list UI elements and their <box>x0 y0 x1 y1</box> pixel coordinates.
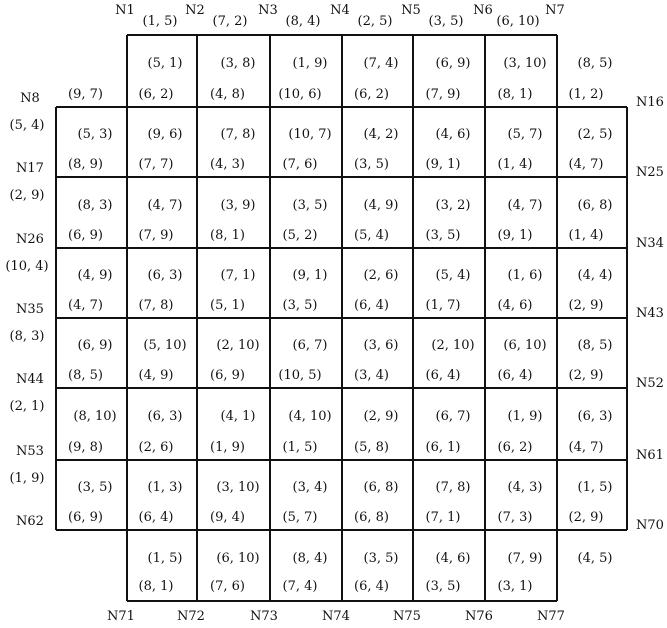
node-label: N52 <box>636 376 664 391</box>
edge-label: (1, 5) <box>577 480 613 495</box>
edge-label: (3, 5) <box>292 197 328 213</box>
node-label: N44 <box>16 372 44 387</box>
edge-label: (4, 10) <box>288 409 332 424</box>
edge-label: (4, 6) <box>435 550 471 566</box>
edge-label: (3, 8) <box>220 56 256 71</box>
edge-label: (8, 5) <box>577 338 613 353</box>
edge-label: (6, 2) <box>354 87 389 102</box>
node-label: N75 <box>393 609 421 624</box>
node-label: N74 <box>322 609 350 624</box>
edge-label: (8, 9) <box>68 157 103 172</box>
node-label: N76 <box>465 609 493 624</box>
edge-label: (9, 6) <box>147 127 183 142</box>
node-label: N70 <box>636 518 664 533</box>
edge-label: (7, 9) <box>507 550 543 566</box>
node-label: N7 <box>545 3 565 18</box>
edge-label: (3, 6) <box>363 338 399 353</box>
edge-label: (2, 6) <box>363 268 399 283</box>
node-value: (2, 5) <box>357 14 393 29</box>
edge-label: (6, 8) <box>577 197 613 213</box>
edge-label: (2, 9) <box>363 409 399 424</box>
edge-label: (9, 1) <box>425 157 461 172</box>
edge-label: (7, 3) <box>497 510 533 525</box>
edge-label: (5, 4) <box>435 268 471 283</box>
edge-label: (6, 4) <box>354 579 389 594</box>
edge-label: (3, 4) <box>292 480 328 495</box>
edge-label: (6, 9) <box>68 228 103 243</box>
node-label: N26 <box>16 232 44 247</box>
edge-label: (1, 4) <box>497 157 533 172</box>
node-label: N35 <box>16 302 44 317</box>
edge-label: (3, 5) <box>282 298 318 313</box>
edge-label: (7, 7) <box>138 157 174 172</box>
edge-label: (5, 4) <box>354 228 389 243</box>
node-label: N73 <box>250 609 278 624</box>
edge-label: (4, 7) <box>147 197 183 213</box>
edge-label: (4, 9) <box>363 197 399 213</box>
edge-label: (10, 7) <box>288 127 332 142</box>
edge-label: (4, 9) <box>138 368 174 383</box>
edge-label: (6, 4) <box>497 368 533 383</box>
edge-label: (5, 1) <box>210 298 245 313</box>
node-value: (7, 2) <box>212 14 248 29</box>
edge-label: (3, 5) <box>354 157 389 172</box>
edge-label: (4, 7) <box>507 197 543 213</box>
node-label: N17 <box>16 161 44 176</box>
edge-label: (7, 6) <box>210 579 245 594</box>
edge-label: (6, 9) <box>435 56 471 71</box>
edge-label: (7, 8) <box>138 298 174 313</box>
edge-label: (8, 1) <box>210 228 245 243</box>
node-value: (10, 4) <box>5 259 49 274</box>
edge-label: (7, 1) <box>220 268 256 283</box>
edge-label: (1, 3) <box>147 480 183 495</box>
edge-label: (10, 6) <box>278 87 322 102</box>
edge-label: (6, 4) <box>425 368 461 383</box>
edge-label: (3, 9) <box>220 197 256 213</box>
edge-label: (1, 2) <box>568 87 604 102</box>
edge-label: (5, 8) <box>354 440 389 455</box>
edge-label: (2, 9) <box>568 298 604 313</box>
node-value: (1, 5) <box>142 14 178 29</box>
edge-label: (8, 10) <box>73 409 117 424</box>
edge-label: (1, 4) <box>568 228 604 243</box>
edge-label: (1, 9) <box>210 440 245 455</box>
node-value: (8, 3) <box>9 329 45 344</box>
edge-label: (6, 3) <box>147 409 183 424</box>
edge-label: (5, 7) <box>282 510 318 525</box>
edge-label: (4, 5) <box>577 550 613 566</box>
node-value: (2, 1) <box>9 399 45 414</box>
node-label: N3 <box>258 3 278 18</box>
edge-label: (7, 8) <box>435 480 471 495</box>
edge-label: (6, 4) <box>354 298 389 313</box>
edge-label: (4, 1) <box>220 409 256 424</box>
edge-label: (5, 10) <box>143 338 187 353</box>
edge-label: (6, 2) <box>138 87 174 102</box>
edge-label: (1, 7) <box>425 298 461 313</box>
edge-label: (6, 3) <box>577 409 613 424</box>
edge-label: (4, 4) <box>577 268 613 283</box>
edge-label: (3, 5) <box>77 480 113 495</box>
edge-label: (9, 1) <box>497 228 533 243</box>
node-label: N53 <box>16 444 44 459</box>
edge-label: (1, 5) <box>282 440 318 455</box>
edge-label: (8, 5) <box>68 368 103 383</box>
edge-label: (4, 7) <box>568 157 604 172</box>
node-label: N77 <box>537 609 565 624</box>
edge-label: (9, 8) <box>68 440 103 455</box>
edge-label: (6, 8) <box>354 510 389 525</box>
node-label: N8 <box>20 91 40 106</box>
edge-label: (7, 4) <box>282 579 318 594</box>
node-label: N71 <box>107 609 135 624</box>
node-value: (6, 10) <box>496 14 540 29</box>
node-value: (3, 5) <box>428 14 464 29</box>
edge-label: (3, 10) <box>216 480 260 495</box>
edge-label: (3, 5) <box>363 550 399 566</box>
edge-label: (7, 9) <box>425 87 461 102</box>
edge-label: (3, 2) <box>435 197 471 213</box>
node-value: (2, 9) <box>9 188 45 203</box>
node-label: N5 <box>401 3 421 18</box>
edge-label: (9, 7) <box>68 87 103 102</box>
edge-label: (6, 10) <box>503 338 547 353</box>
edge-label: (4, 7) <box>68 298 103 313</box>
edge-label: (6, 7) <box>435 409 471 424</box>
edge-label: (2, 5) <box>577 127 613 142</box>
node-label: N62 <box>16 514 44 529</box>
edge-label: (9, 1) <box>292 268 328 283</box>
edge-label: (6, 9) <box>210 368 245 383</box>
node-label: N16 <box>636 95 664 110</box>
edge-label: (6, 3) <box>147 268 183 283</box>
edge-label: (1, 6) <box>507 268 543 283</box>
edge-label: (7, 1) <box>425 510 461 525</box>
node-label: N2 <box>185 3 205 18</box>
node-label: N72 <box>177 609 205 624</box>
edge-label: (8, 4) <box>292 550 328 566</box>
edge-label: (4, 6) <box>435 127 471 142</box>
edge-label: (2, 10) <box>431 338 475 353</box>
edge-label: (2, 9) <box>568 368 604 383</box>
node-label: N1 <box>115 3 135 18</box>
edge-label: (6, 9) <box>77 338 113 353</box>
edge-label: (6, 4) <box>138 510 174 525</box>
node-label: N43 <box>636 306 664 321</box>
edge-label: (9, 4) <box>210 510 245 525</box>
edge-label: (6, 9) <box>68 510 103 525</box>
edge-label: (2, 9) <box>568 510 604 525</box>
edge-label: (6, 7) <box>292 338 328 353</box>
edge-label: (3, 10) <box>503 56 547 71</box>
edge-label: (4, 6) <box>497 298 533 313</box>
edge-label: (7, 8) <box>220 127 256 142</box>
edge-label: (1, 5) <box>147 550 183 566</box>
edge-label: (7, 4) <box>363 56 399 71</box>
edge-label: (6, 10) <box>216 550 260 566</box>
node-value: (5, 4) <box>9 118 45 133</box>
edge-label: (2, 10) <box>216 338 260 353</box>
edge-label: (5, 3) <box>77 127 113 142</box>
edge-label: (5, 7) <box>507 127 543 142</box>
edge-label: (5, 2) <box>282 228 318 243</box>
node-label: N34 <box>636 236 664 251</box>
node-label: N25 <box>636 165 664 180</box>
edge-label: (6, 8) <box>363 480 399 495</box>
edge-label: (3, 1) <box>497 579 533 594</box>
edge-label: (5, 1) <box>147 56 183 71</box>
edge-label: (1, 9) <box>292 56 328 71</box>
edge-label: (3, 5) <box>425 228 461 243</box>
edge-label: (3, 5) <box>425 579 461 594</box>
edge-label: (4, 2) <box>363 127 399 142</box>
node-value: (1, 9) <box>9 471 45 486</box>
edge-label: (7, 9) <box>138 228 174 243</box>
node-label: N61 <box>636 448 664 463</box>
node-value: (8, 4) <box>285 14 321 29</box>
edge-label: (8, 1) <box>497 87 533 102</box>
edge-label: (7, 6) <box>282 157 318 172</box>
edge-label: (4, 3) <box>210 157 245 172</box>
edge-label: (2, 6) <box>138 440 174 455</box>
node-label: N4 <box>330 3 350 18</box>
edge-label: (8, 1) <box>138 579 174 594</box>
edge-label: (3, 4) <box>354 368 389 383</box>
node-label: N6 <box>473 3 493 18</box>
edge-label: (10, 5) <box>278 368 322 383</box>
edge-label: (4, 9) <box>77 268 113 283</box>
edge-label: (1, 9) <box>507 409 543 424</box>
edge-label: (6, 1) <box>425 440 461 455</box>
edge-label: (4, 7) <box>568 440 604 455</box>
edge-label: (6, 2) <box>497 440 533 455</box>
edge-label: (4, 8) <box>210 87 245 102</box>
edge-label: (8, 3) <box>77 197 113 213</box>
edge-label: (8, 5) <box>577 56 613 71</box>
edge-label: (4, 3) <box>507 480 543 495</box>
